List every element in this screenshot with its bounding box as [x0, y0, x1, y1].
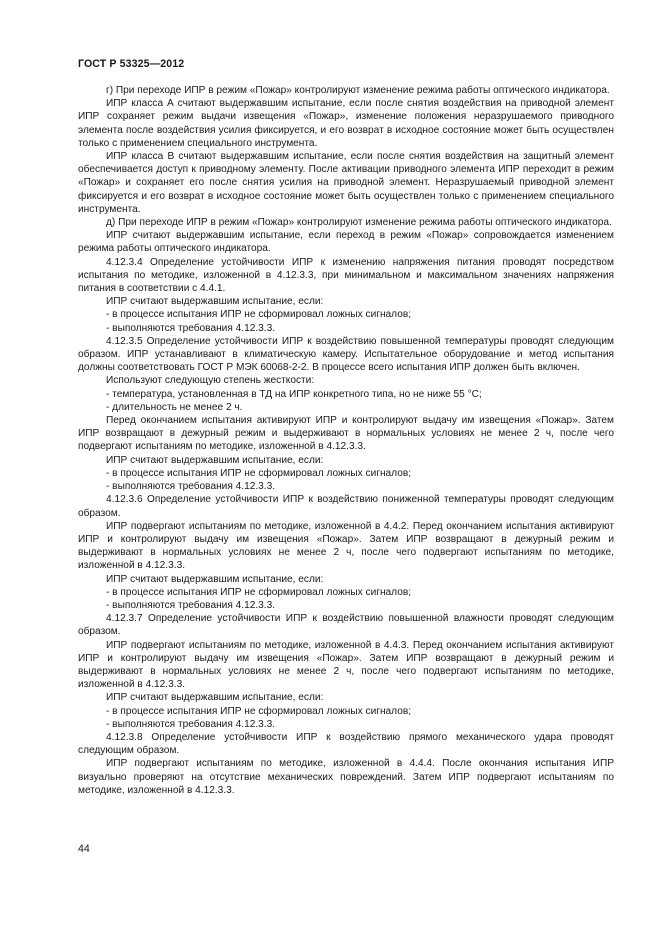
paragraph: д) При переходе ИПР в режим «Пожар» контролируют изменение режима работы оптического индикатора.	[106, 217, 612, 229]
paragraph: ИПР считают выдержавшим испытание, если:	[106, 573, 324, 585]
document-body	[78, 84, 614, 797]
list-item: - температура, установленная в ТД на ИПР конкретного типа, но не ниже 55 °С;	[106, 388, 482, 400]
paragraph: ИПР подвергают испытаниям по методике, изложенной в 4.4.3. Перед окончанием испытания активируют ИПР и контролируют выдачу им извещения «Пожар». Затем ИПР возвращают в дежурный режим и выдерживают в нормальных условиях не менее 2 ч, после чего подвергают испытаниям по методике, изложенной в 4.12.3.3.	[78, 639, 614, 691]
paragraph: ИПР считают выдержавшим испытание, если:	[106, 454, 324, 466]
paragraph: ИПР подвергают испытаниям по методике, изложенной в 4.4.2. Перед окончанием испытания активируют ИПР и контролируют выдачу им извещения «Пожар». Затем ИПР возвращают в дежурный режим и выдерживают в нормальных условиях не менее 2 ч, после чего подвергают испытаниям по методике, изложенной в 4.12.3.3.	[78, 520, 614, 572]
document-header: ГОСТ Р 53325—2012	[78, 58, 185, 70]
list-item: - в процессе испытания ИПР не сформировал ложных сигналов;	[106, 309, 412, 321]
list-item: - выполняются требования 4.12.3.3.	[106, 718, 276, 730]
list-item: - выполняются требования 4.12.3.3.	[106, 322, 276, 334]
paragraph: ИПР считают выдержавшим испытание, если:	[106, 296, 324, 308]
paragraph: ИПР класса В считают выдержавшим испытание, если после снятия воздействия на защитный элемент обеспечивается доступ к приводному элементу. После активации приводного элемента ИПР переходит в режим «Пожар» и сохраняет его после снятия усилия на приводной элемент. Неразрушаемый приводной элемент фиксируется и его возврат в исходное состояние может быть осуществлен только с применением специального инструмента.	[78, 151, 614, 215]
list-item: - в процессе испытания ИПР не сформировал ложных сигналов;	[106, 586, 412, 598]
list-item: - выполняются требования 4.12.3.3.	[106, 481, 276, 493]
paragraph: г) При переходе ИПР в режим «Пожар» контролируют изменение режима работы оптического индикатора.	[106, 85, 610, 96]
list-item: - выполняются требования 4.12.3.3.	[106, 599, 276, 611]
paragraph: ИПР считают выдержавшим испытание, если:	[106, 692, 324, 704]
paragraph: 4.12.3.6 Определение устойчивости ИПР к воздействию пониженной температуры проводят следующим образом.	[78, 494, 614, 519]
paragraph: ИПР считают выдержавшим испытание, если переход в режим «Пожар» сопровождается изменением режима работы оптического индикатора.	[78, 230, 614, 255]
paragraph: 4.12.3.5 Определение устойчивости ИПР к воздействию повышенной температуры проводят следующим образом. ИПР устанавливают в климатическую камеру. Испытательное оборудование и метод испытания должны соответствовать ГОСТ Р МЭК 60068-2-2. В процессе всего испытания ИПР должен быть включен.	[78, 335, 614, 374]
paragraph: Перед окончанием испытания активируют ИПР и контролируют выдачу им извещения «Пожар». Затем ИПР возвращают в дежурный режим и выдерживают в нормальных условиях не менее 2 ч, после чего подвергают испытаниям по методике, изложенной в 4.12.3.3.	[78, 415, 614, 453]
paragraph: 4.12.3.7 Определение устойчивости ИПР к воздействию повышенной влажности проводят следующим образом.	[78, 613, 614, 638]
paragraph: ИПР класса А считают выдержавшим испытание, если после снятия воздействия на приводной элемент ИПР сохраняет режим выдачи извещения «Пожар», изменение положения неразрушаемого приводного элемента после воздействия усилия фиксируется, и его возврат в исходное состояние может быть осуществлен только с применением специального инструмента.	[78, 98, 614, 149]
paragraph: Используют следующую степень жесткости:	[106, 375, 315, 387]
paragraph: 4.12.3.8 Определение устойчивости ИПР к воздействию прямого механического удара проводят следующим образом.	[78, 731, 614, 757]
list-item: - длительность не менее 2 ч.	[106, 401, 243, 413]
paragraph: ИПР подвергают испытаниям по методике, изложенной в 4.4.4. После окончания испытания ИПР визуально проверяют на отсутствие механических повреждений. Затем ИПР подвергают испытаниям по методике, изложенной в 4.12.3.3.	[78, 758, 614, 796]
page-number: 44	[78, 843, 90, 855]
paragraph: 4.12.3.4 Определение устойчивости ИПР к изменению напряжения питания проводят посредством испытания по методике, изложенной в 4.12.3.3, при минимальном и максимальном значениях напряжения питания в соответствии с 4.4.1.	[78, 256, 614, 295]
list-item: - в процессе испытания ИПР не сформировал ложных сигналов;	[106, 467, 412, 479]
list-item: - в процессе испытания ИПР не сформировал ложных сигналов;	[106, 705, 412, 717]
